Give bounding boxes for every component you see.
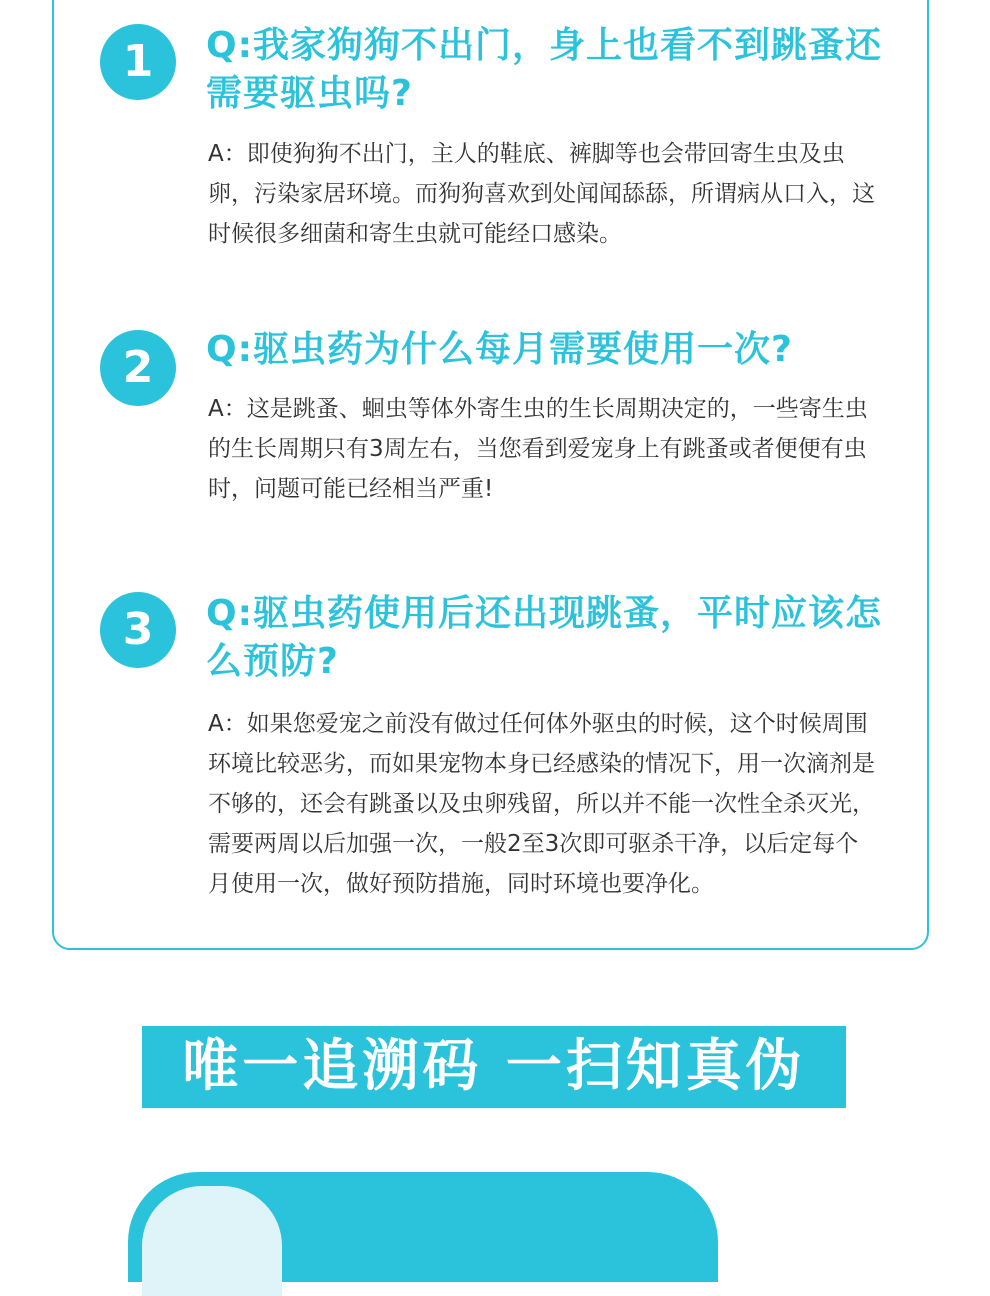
faq-answer: A：这是跳蚤、蛔虫等体外寄生虫的生长周期决定的，一些寄生虫的生长周期只有3周左右，当您看到爱宠身上有跳蚤或者便便有虫时，问题可能已经相当严重!: [208, 396, 868, 502]
bottom-decorative-inset: [142, 1186, 282, 1296]
faq-number-badge: 1: [100, 24, 176, 100]
faq-answer: A：如果您爱宠之前没有做过任何体外驱虫的时候，这个时候周围环境比较恶劣，而如果宠物本身已经感染的情况下，用一次滴剂是不够的，还会有跳蚤以及虫卵残留，所以并不能一次性全杀灭光，需要两周以后加强一次，一般2至3次即可驱杀干净，以后定每个月使用一次，做好预防措施，同时环境也要净化。: [208, 711, 875, 897]
faq-answer: A：即使狗狗不出门，主人的鞋底、裤脚等也会带回寄生虫及虫卵，污染家居环境。而狗狗喜欢到处闻闻舔舔，所谓病从口入，这时候很多细菌和寄生虫就可能经口感染。: [208, 141, 875, 247]
faq-question: Q:驱虫药使用后还出现跳蚤，平时应该怎么预防?: [206, 593, 883, 682]
traceability-banner: 唯一追溯码 一扫知真伪: [142, 1026, 846, 1108]
faq-question: Q:我家狗狗不出门，身上也看不到跳蚤还需要驱虫吗?: [206, 25, 883, 114]
bottom-decorative-panel: [128, 1172, 718, 1282]
faq-number-badge: 2: [100, 330, 176, 406]
faq-question: Q:驱虫药为什么每月需要使用一次?: [206, 329, 793, 370]
faq-number-badge: 3: [100, 592, 176, 668]
